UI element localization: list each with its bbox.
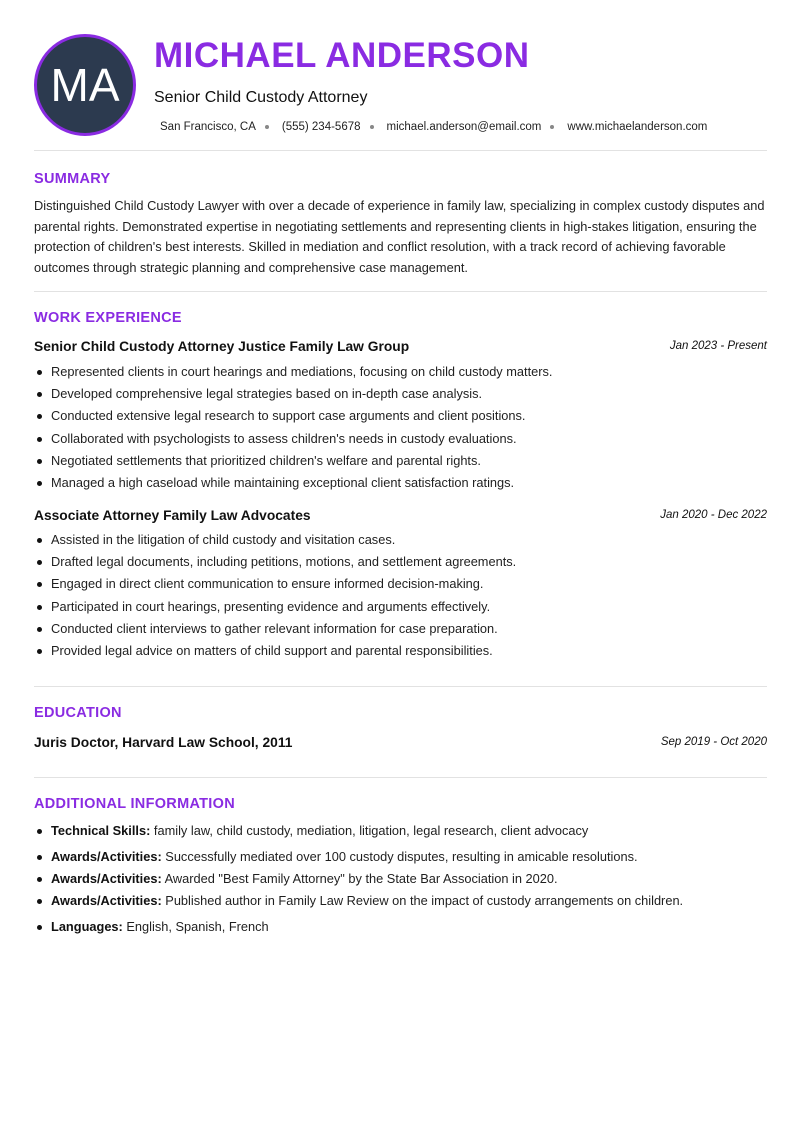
education-dates: Sep 2019 - Oct 2020 [660,736,767,748]
additional-item-text: Successfully mediated over 100 custody disputes, resulting in amicable resolutions. [165,849,638,864]
contact-location: San Francisco, CA [160,121,256,133]
candidate-name: MICHAEL ANDERSON [154,36,530,75]
experience-heading: WORK EXPERIENCE [34,310,182,326]
summary-heading: SUMMARY [34,171,111,187]
additional-item [34,849,638,865]
job-bullet: Conducted extensive legal research to support case arguments and client positions. [34,408,767,430]
job-bullet: Represented clients in court hearings and mediations, focusing on child custody matters. [34,364,767,386]
education-entry [34,734,767,752]
additional-item [34,893,683,909]
additional-item-label: Awards/Activities: [51,871,162,886]
job-header [34,507,767,525]
additional-item-text: English, Spanish, French [126,919,269,934]
separator-dot [550,125,554,129]
job-bullet: Managed a high caseload while maintaining exceptional client satisfaction ratings. [34,475,767,497]
additional-item-text: family law, child custody, mediation, litigation, legal research, client advocacy [153,823,589,838]
job-bullet: Participated in court hearings, presenting evidence and arguments effectively. [34,599,767,621]
additional-item-label: Languages: [51,919,123,934]
summary-text: Distinguished Child Custody Lawyer with over a decade of experience in family law, specializing in complex custody disputes and parental rights. Demonstrated expertise in negotiating settlements and representing clients in high-stakes litigation, ensuring the protection of children's best interests. Skilled in mediation and conflict resolution, with a track record of achieving favorable outcomes through strategic planning and comprehensive case management. [34,198,765,275]
education-degree: Juris Doctor, Harvard Law School, 2011 [34,735,293,750]
job-bullet: Assisted in the litigation of child custody and visitation cases. [34,532,767,554]
divider [34,686,767,687]
divider [34,291,767,292]
job-dates: Jan 2020 - Dec 2022 [660,509,767,521]
divider [34,150,767,151]
additional-item-text: Awarded "Best Family Attorney" by the State Bar Association in 2020. [164,871,558,886]
additional-item-label: Technical Skills: [51,823,151,838]
separator-dot [265,125,269,129]
job-bullet: Engaged in direct client communication to ensure informed decision-making. [34,576,767,598]
divider [34,777,767,778]
additional-item [34,919,269,935]
contact-bar [160,121,707,133]
job-role: Senior Child Custody Attorney Justice Family Law Group [34,339,410,354]
job-bullet: Collaborated with psychologists to assess children's needs in custody evaluations. [34,431,767,453]
job-bullet: Negotiated settlements that prioritized children's welfare and parental rights. [34,453,767,475]
candidate-title: Senior Child Custody Attorney [154,89,368,106]
avatar-initials: MA [50,59,120,111]
additional-item-label: Awards/Activities: [51,893,162,908]
additional-heading: ADDITIONAL INFORMATION [34,796,235,812]
job-bullet: Drafted legal documents, including petitions, motions, and settlement agreements. [34,554,767,576]
resume-header [34,34,767,138]
education-heading: EDUCATION [34,705,122,721]
job-role: Associate Attorney Family Law Advocates [34,508,311,523]
job-header [34,338,767,356]
additional-item-label: Awards/Activities: [51,849,162,864]
job-bullet-list [34,532,767,665]
additional-item [34,871,558,887]
contact-website[interactable]: www.michaelanderson.com [567,121,708,133]
additional-item-text: Published author in Family Law Review on the impact of custody arrangements on children. [165,893,684,908]
job-dates: Jan 2023 - Present [669,340,767,352]
job-bullet-list [34,364,767,497]
contact-phone: (555) 234-5678 [281,121,361,133]
separator-dot [370,125,374,129]
job-bullet: Conducted client interviews to gather relevant information for case preparation. [34,621,767,643]
contact-email[interactable]: michael.anderson@email.com [386,121,542,133]
job-bullet: Provided legal advice on matters of child support and parental responsibilities. [34,643,767,665]
avatar [34,34,136,136]
job-bullet: Developed comprehensive legal strategies based on in-depth case analysis. [34,386,767,408]
additional-item [34,823,588,839]
